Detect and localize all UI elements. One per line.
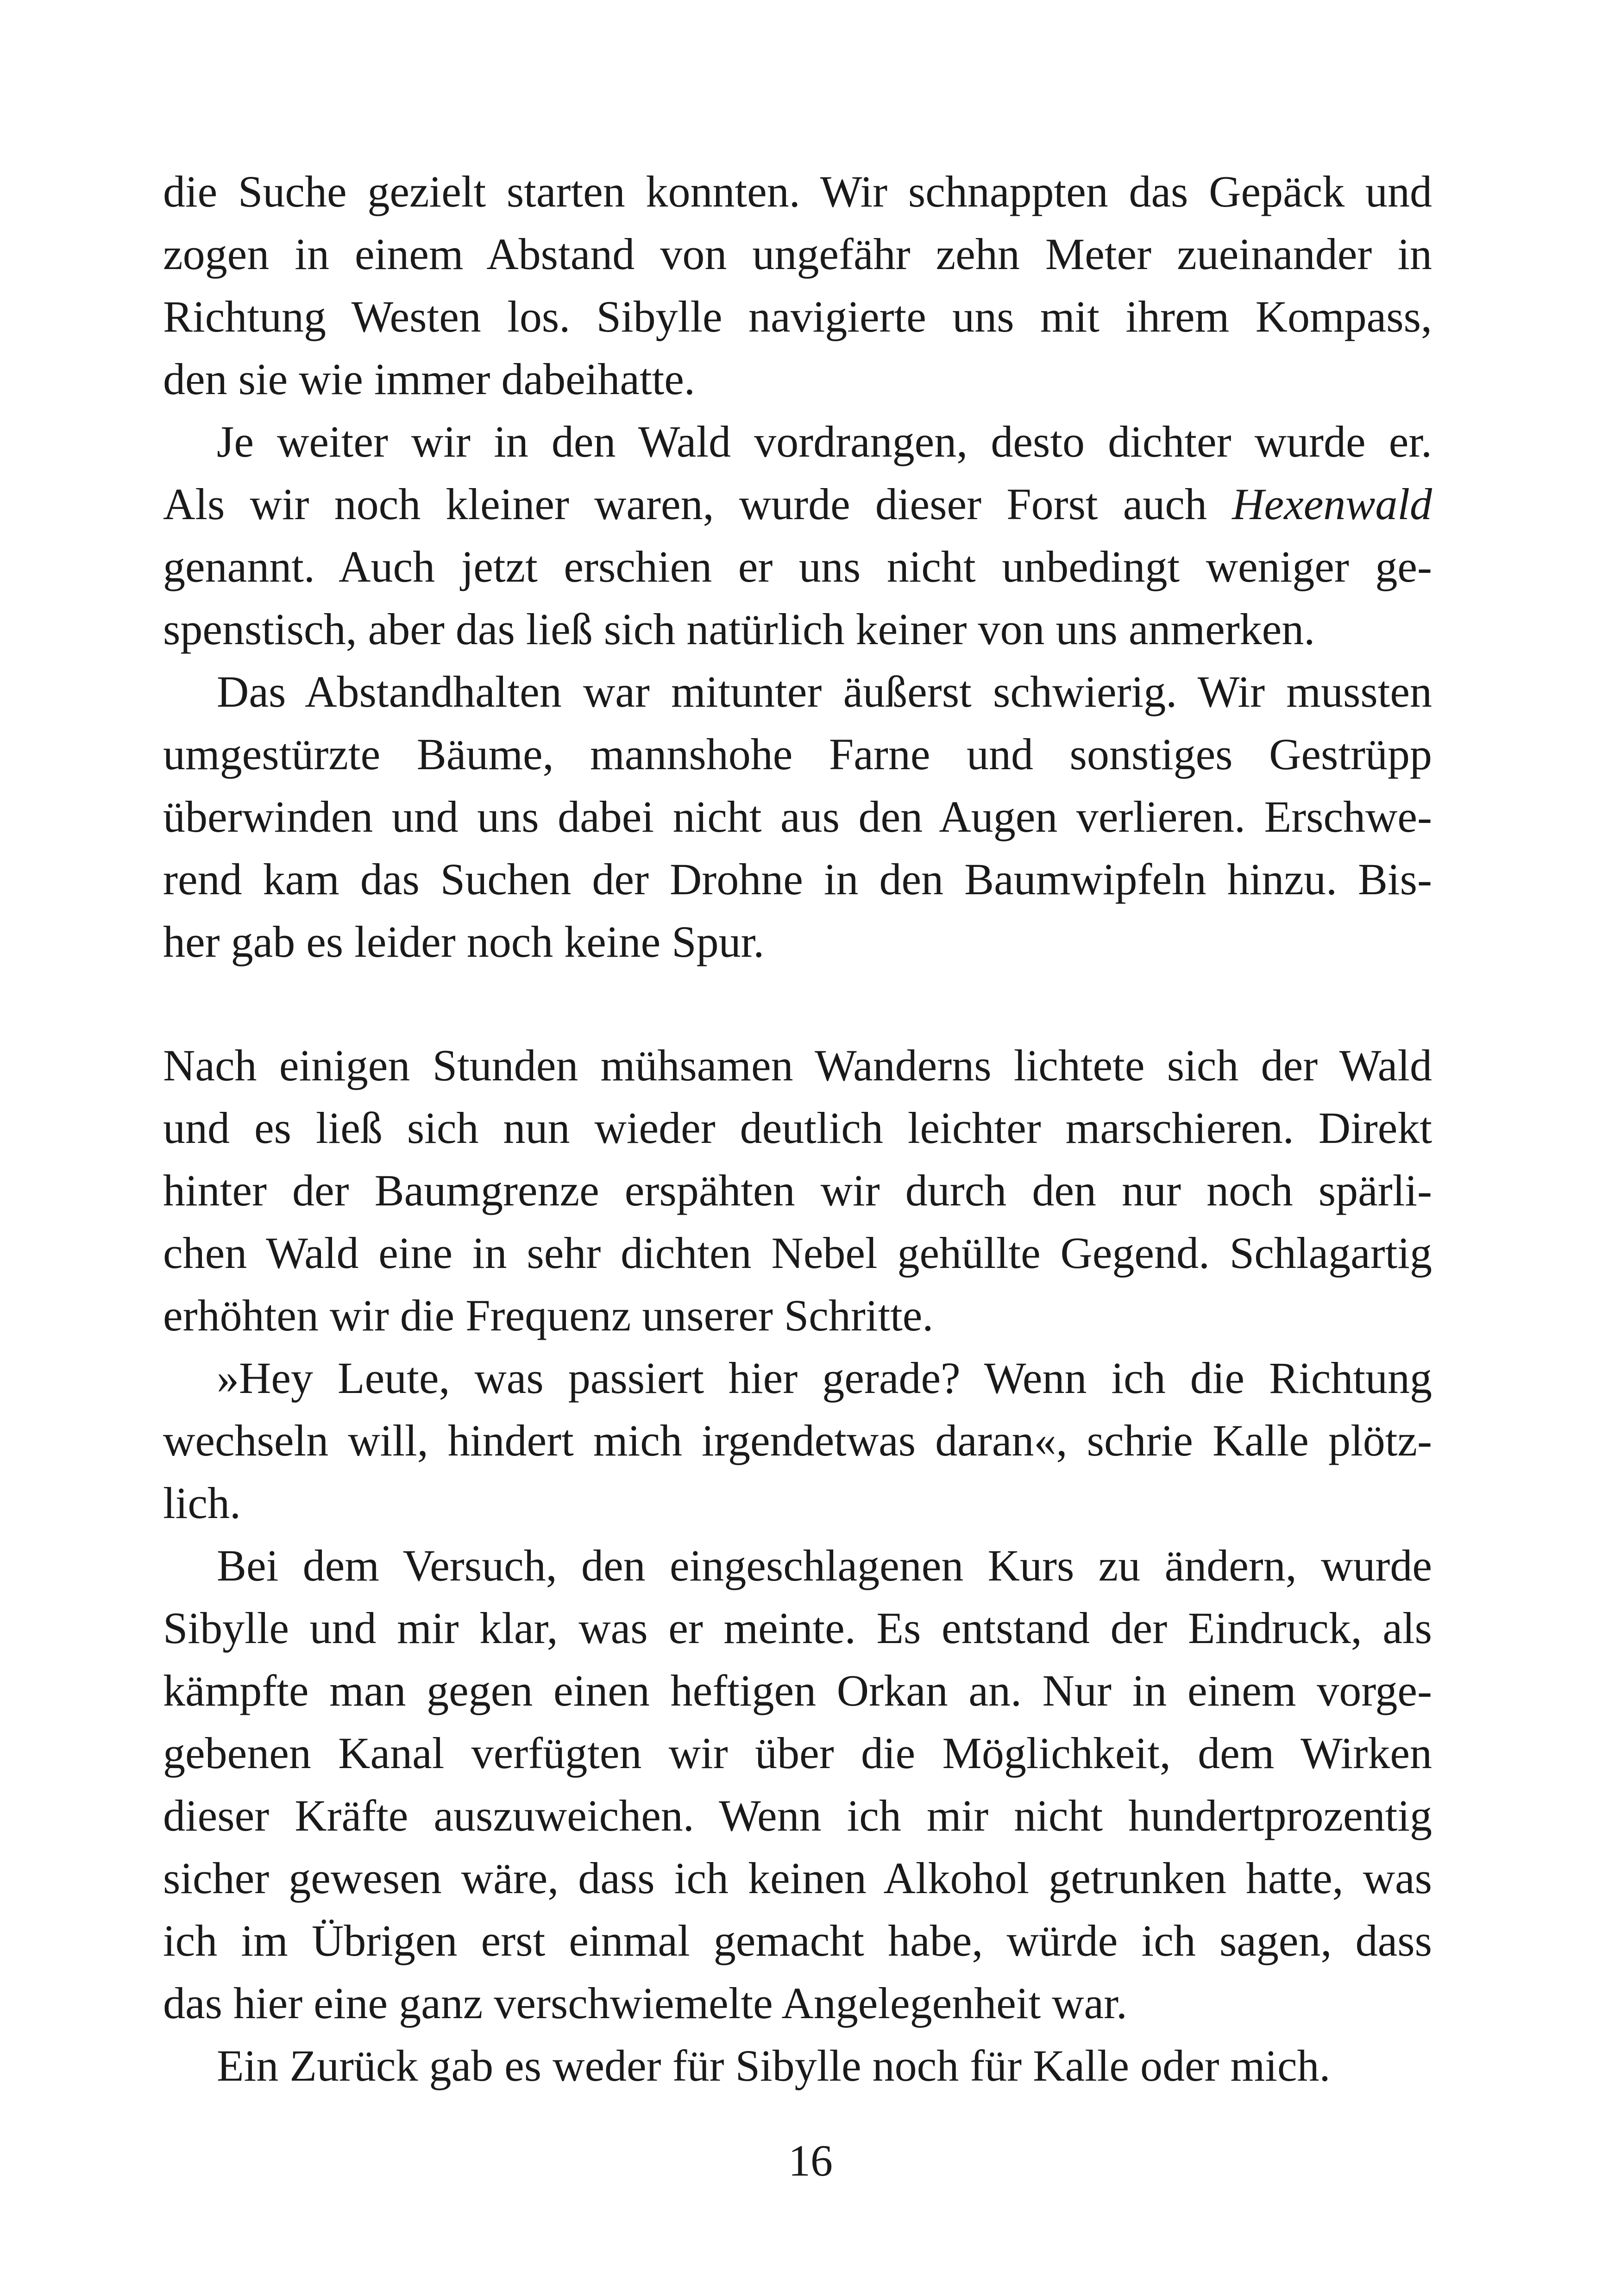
text-line: erhöhten wir die Frequenz unserer Schritte. [163,1291,934,1340]
text-line: hinter der Baumgrenze erspähten wir durch den nur noch spärli- [163,1166,1432,1215]
text-line: Richtung Westen los. Sibylle navigierte uns mit ihrem Kompass, [163,292,1432,341]
paragraph [163,410,1432,660]
text-line: kämpfte man gegen einen heftigen Orkan an. Nur in einem vorge- [163,1666,1432,1715]
text-line: rend kam das Suchen der Drohne in den Baumwipfeln hinzu. Bis- [163,854,1432,904]
text-line: wechseln will, hindert mich irgendetwas daran«, schrie Kalle plötz- [163,1416,1432,1465]
text-line: Ein Zurück gab es weder für Sibylle noch für Kalle oder mich. [217,2041,1331,2090]
text-line: umgestürzte Bäume, mannshohe Farne und sonstiges Gestrüpp [163,729,1432,779]
text-line: zogen in einem Abstand von ungefähr zehn Meter zueinander in [163,229,1432,279]
text-line: chen Wald eine in sehr dichten Nebel gehüllte Gegend. Schlagartig [163,1228,1432,1278]
paragraph [163,1534,1432,2034]
text-line: und es ließ sich nun wieder deutlich leichter marschieren. Direkt [163,1103,1432,1153]
text-line: spenstisch, aber das ließ sich natürlich keiner von uns anmerken. [163,604,1315,654]
text-line: Je weiter wir in den Wald vordrangen, desto dichter wurde er. [217,417,1432,466]
text-line: »Hey Leute, was passiert hier gerade? Wenn ich die Richtung [217,1353,1432,1403]
body-text [163,160,1432,2097]
paragraph [163,160,1432,410]
paragraph [163,660,1432,973]
text-line: überwinden und uns dabei nicht aus den Augen verlieren. Erschwe- [163,792,1432,841]
section-break [163,973,1432,1034]
text-line: genannt. Auch jetzt erschien er uns nicht unbedingt weniger ge- [163,542,1432,591]
text-line: den sie wie immer dabeihatte. [163,354,695,404]
text-line: Das Abstandhalten war mitunter äußerst schwierig. Wir mussten [217,667,1432,716]
text-line: das hier eine ganz verschwiemelte Angelegenheit war. [163,1978,1127,2028]
text-line: ich im Übrigen erst einmal gemacht habe, würde ich sagen, dass [163,1916,1432,1965]
text-line: sicher gewesen wäre, dass ich keinen Alkohol getrunken hatte, was [163,1853,1432,1903]
page-number: 16 [788,2136,833,2185]
text-line: her gab es leider noch keine Spur. [163,917,765,966]
italic-word: Hexenwald [1232,479,1432,529]
paragraph [163,2034,1432,2097]
paragraph [163,1034,1432,1347]
text-line: Als wir noch kleiner waren, wurde dieser Forst auch Hexenwald [163,479,1432,529]
text-line: Sibylle und mir klar, was er meinte. Es entstand der Eindruck, als [163,1603,1432,1653]
text-line: dieser Kräfte auszuweichen. Wenn ich mir nicht hundertprozentig [163,1791,1432,1840]
text-line: lich. [163,1478,241,1528]
text-line: die Suche gezielt starten konnten. Wir schnappten das Gepäck und [163,167,1432,216]
text-line: Nach einigen Stunden mühsamen Wanderns lichtete sich der Wald [163,1041,1432,1090]
text-line: Bei dem Versuch, den eingeschlagenen Kurs zu ändern, wurde [217,1541,1432,1590]
text-line: gebenen Kanal verfügten wir über die Möglichkeit, dem Wirken [163,1728,1432,1778]
paragraph [163,1347,1432,1534]
